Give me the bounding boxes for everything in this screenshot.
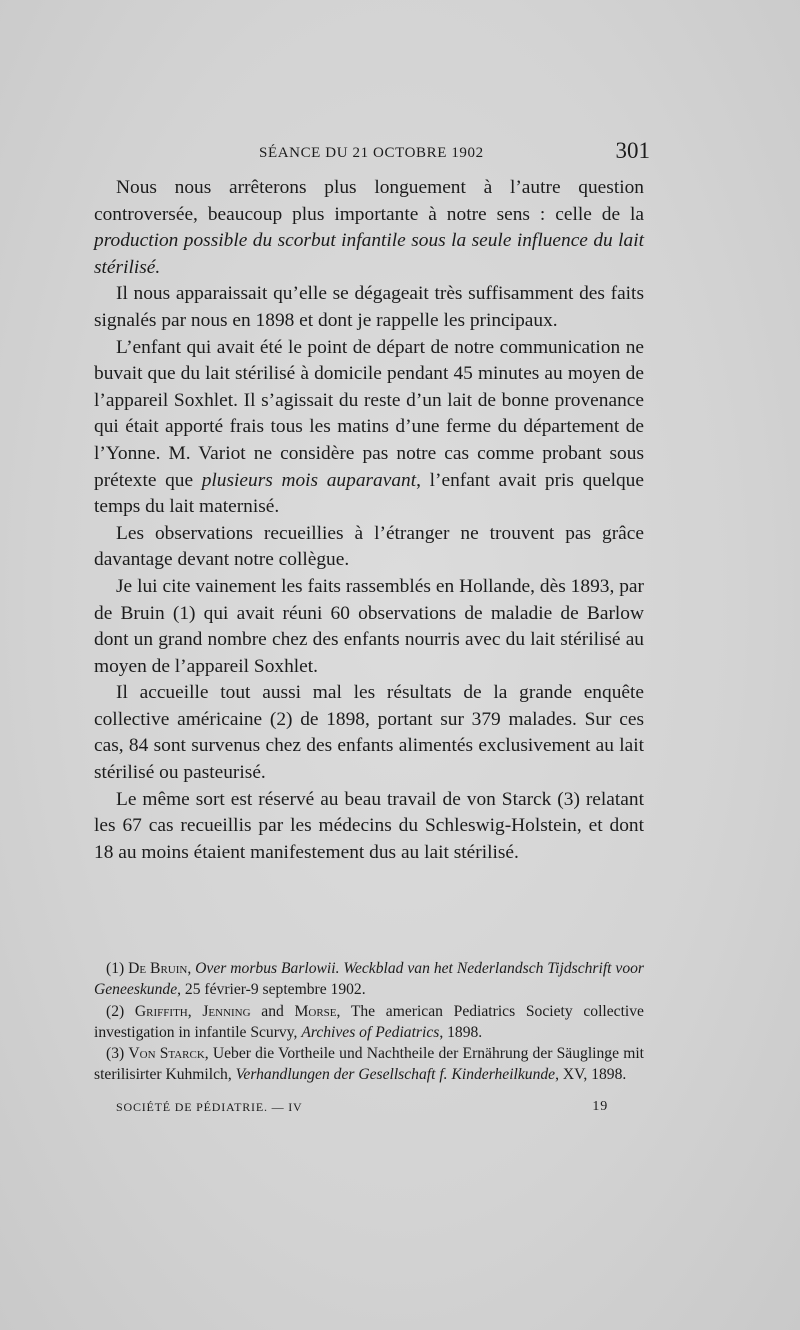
- footnote-2: [94, 1001, 644, 1044]
- footnote-2-text: and: [250, 1002, 295, 1020]
- page-number: 301: [615, 138, 650, 163]
- paragraph-6-text: Il accueille tout aussi mal les résultats de la grande enquête collective américaine (2) de 1898, portant sur 379 malades. Sur ces cas, 84 sont survenus chez des enfants alimentés exclusivement au lait stérilisé ou pasteurisé.: [94, 682, 644, 784]
- footnote-2-author-2: Morse: [294, 1002, 337, 1020]
- footnote-2-number: (2): [106, 1002, 135, 1020]
- paragraph-3-italic: plusieurs mois auparavant: [201, 469, 417, 491]
- footnote-2-journal: Archives of Pediatrics: [301, 1023, 440, 1041]
- paragraph-5-text: Je lui cite vainement les faits rassemblés en Hollande, dès 1893, par de Bruin (1) qui avait réuni 60 observations de maladie de Barlow dont un grand nombre chez des enfants nourris avec du lait stérilisé au moyen de l’appareil Soxhlet.: [94, 575, 644, 677]
- footnotes: [94, 958, 644, 1086]
- paragraph-2-text: Il nous apparaissait qu’elle se dégageait très suffisamment des faits signalés par nous en 1898 et dont je rappelle les principaux.: [94, 283, 644, 331]
- footnote-3-number: (3): [106, 1045, 129, 1063]
- footnote-1-date: , 25 février-9 septembre 1902.: [177, 981, 366, 999]
- footnote-3-journal: Verhandlungen der Gesellschaft f. Kinderheilkunde: [235, 1066, 556, 1084]
- paragraph-5: [94, 574, 644, 680]
- paragraph-3-text-end: , l’enfant avait pris quelque temps du lait maternisé.: [94, 469, 644, 518]
- paragraph-7: [94, 787, 644, 867]
- footnote-3-date: , XV, 1898.: [555, 1066, 627, 1084]
- footnote-3-text: , Ueber die Vortheile und Nachtheile der Ernährung der Säuglinge mit sterilisirter Kuhmilch,: [94, 1045, 644, 1084]
- footnote-1: [94, 958, 644, 1001]
- paragraph-7-text: Le même sort est réservé au beau travail de von Starck (3) relatant les 67 cas recueillis par les médecins du Schleswig-Holstein, et dont 18 au moins étaient manifestement dus au lait stérilisé.: [94, 788, 644, 863]
- running-title: SÉANCE DU 21 OCTOBRE 1902: [259, 145, 484, 161]
- footnote-2-date: , 1898.: [439, 1023, 483, 1041]
- paragraph-2: [94, 281, 644, 334]
- paragraph-3: [94, 335, 644, 521]
- running-head: [94, 138, 650, 168]
- footnote-1-title: Over morbus Barlowii. Weckblad van het Nederlandsch Tijdschrift voor Geneeskunde: [94, 960, 645, 999]
- footnote-3: [94, 1043, 644, 1086]
- footnote-1-number: (1): [106, 960, 129, 977]
- signature-line: [94, 1100, 614, 1120]
- paragraph-6: [94, 680, 644, 786]
- paragraph-1: [94, 175, 644, 281]
- paragraph-3-text: L’enfant qui avait été le point de départ de notre communication ne buvait que du lait stérilisé à domicile pendant 45 minutes au moyen de l’appareil Soxhlet. Il s’agissait du reste d’un lait de bonne provenance qui était apporté frais tous les matins d’une ferme du département de l’Yonne. M. Variot ne considère pas notre cas comme probant sous prétexte que: [94, 336, 644, 491]
- paragraph-1-italic: production possible du scorbut infantile sous la seule influence du lait stérilisé.: [94, 230, 644, 278]
- paragraph-4-text: Les observations recueillies à l’étranger ne trouvent pas grâce davantage devant notre collègue.: [94, 522, 644, 571]
- body-text: [94, 175, 644, 866]
- signature-text: SOCIÉTÉ DE PÉDIATRIE. — IV: [116, 1100, 303, 1114]
- paragraph-1-text: Nous nous arrêterons plus longuement à l’autre question controversée, beaucoup plus importante à notre sens : celle de la: [94, 177, 644, 225]
- signature-number: 19: [592, 1099, 608, 1114]
- footnote-3-author: Von Starck: [128, 1045, 205, 1063]
- paragraph-4: [94, 521, 644, 574]
- footnote-2-author: Griffith, Jenning: [134, 1002, 251, 1020]
- footnote-1-author: De Bruin: [128, 960, 188, 977]
- footnote-1-text: ,: [187, 960, 196, 977]
- footnote-2-text-2: , The american Pediatrics Society collective investigation in infantile Scurvy,: [94, 1002, 644, 1041]
